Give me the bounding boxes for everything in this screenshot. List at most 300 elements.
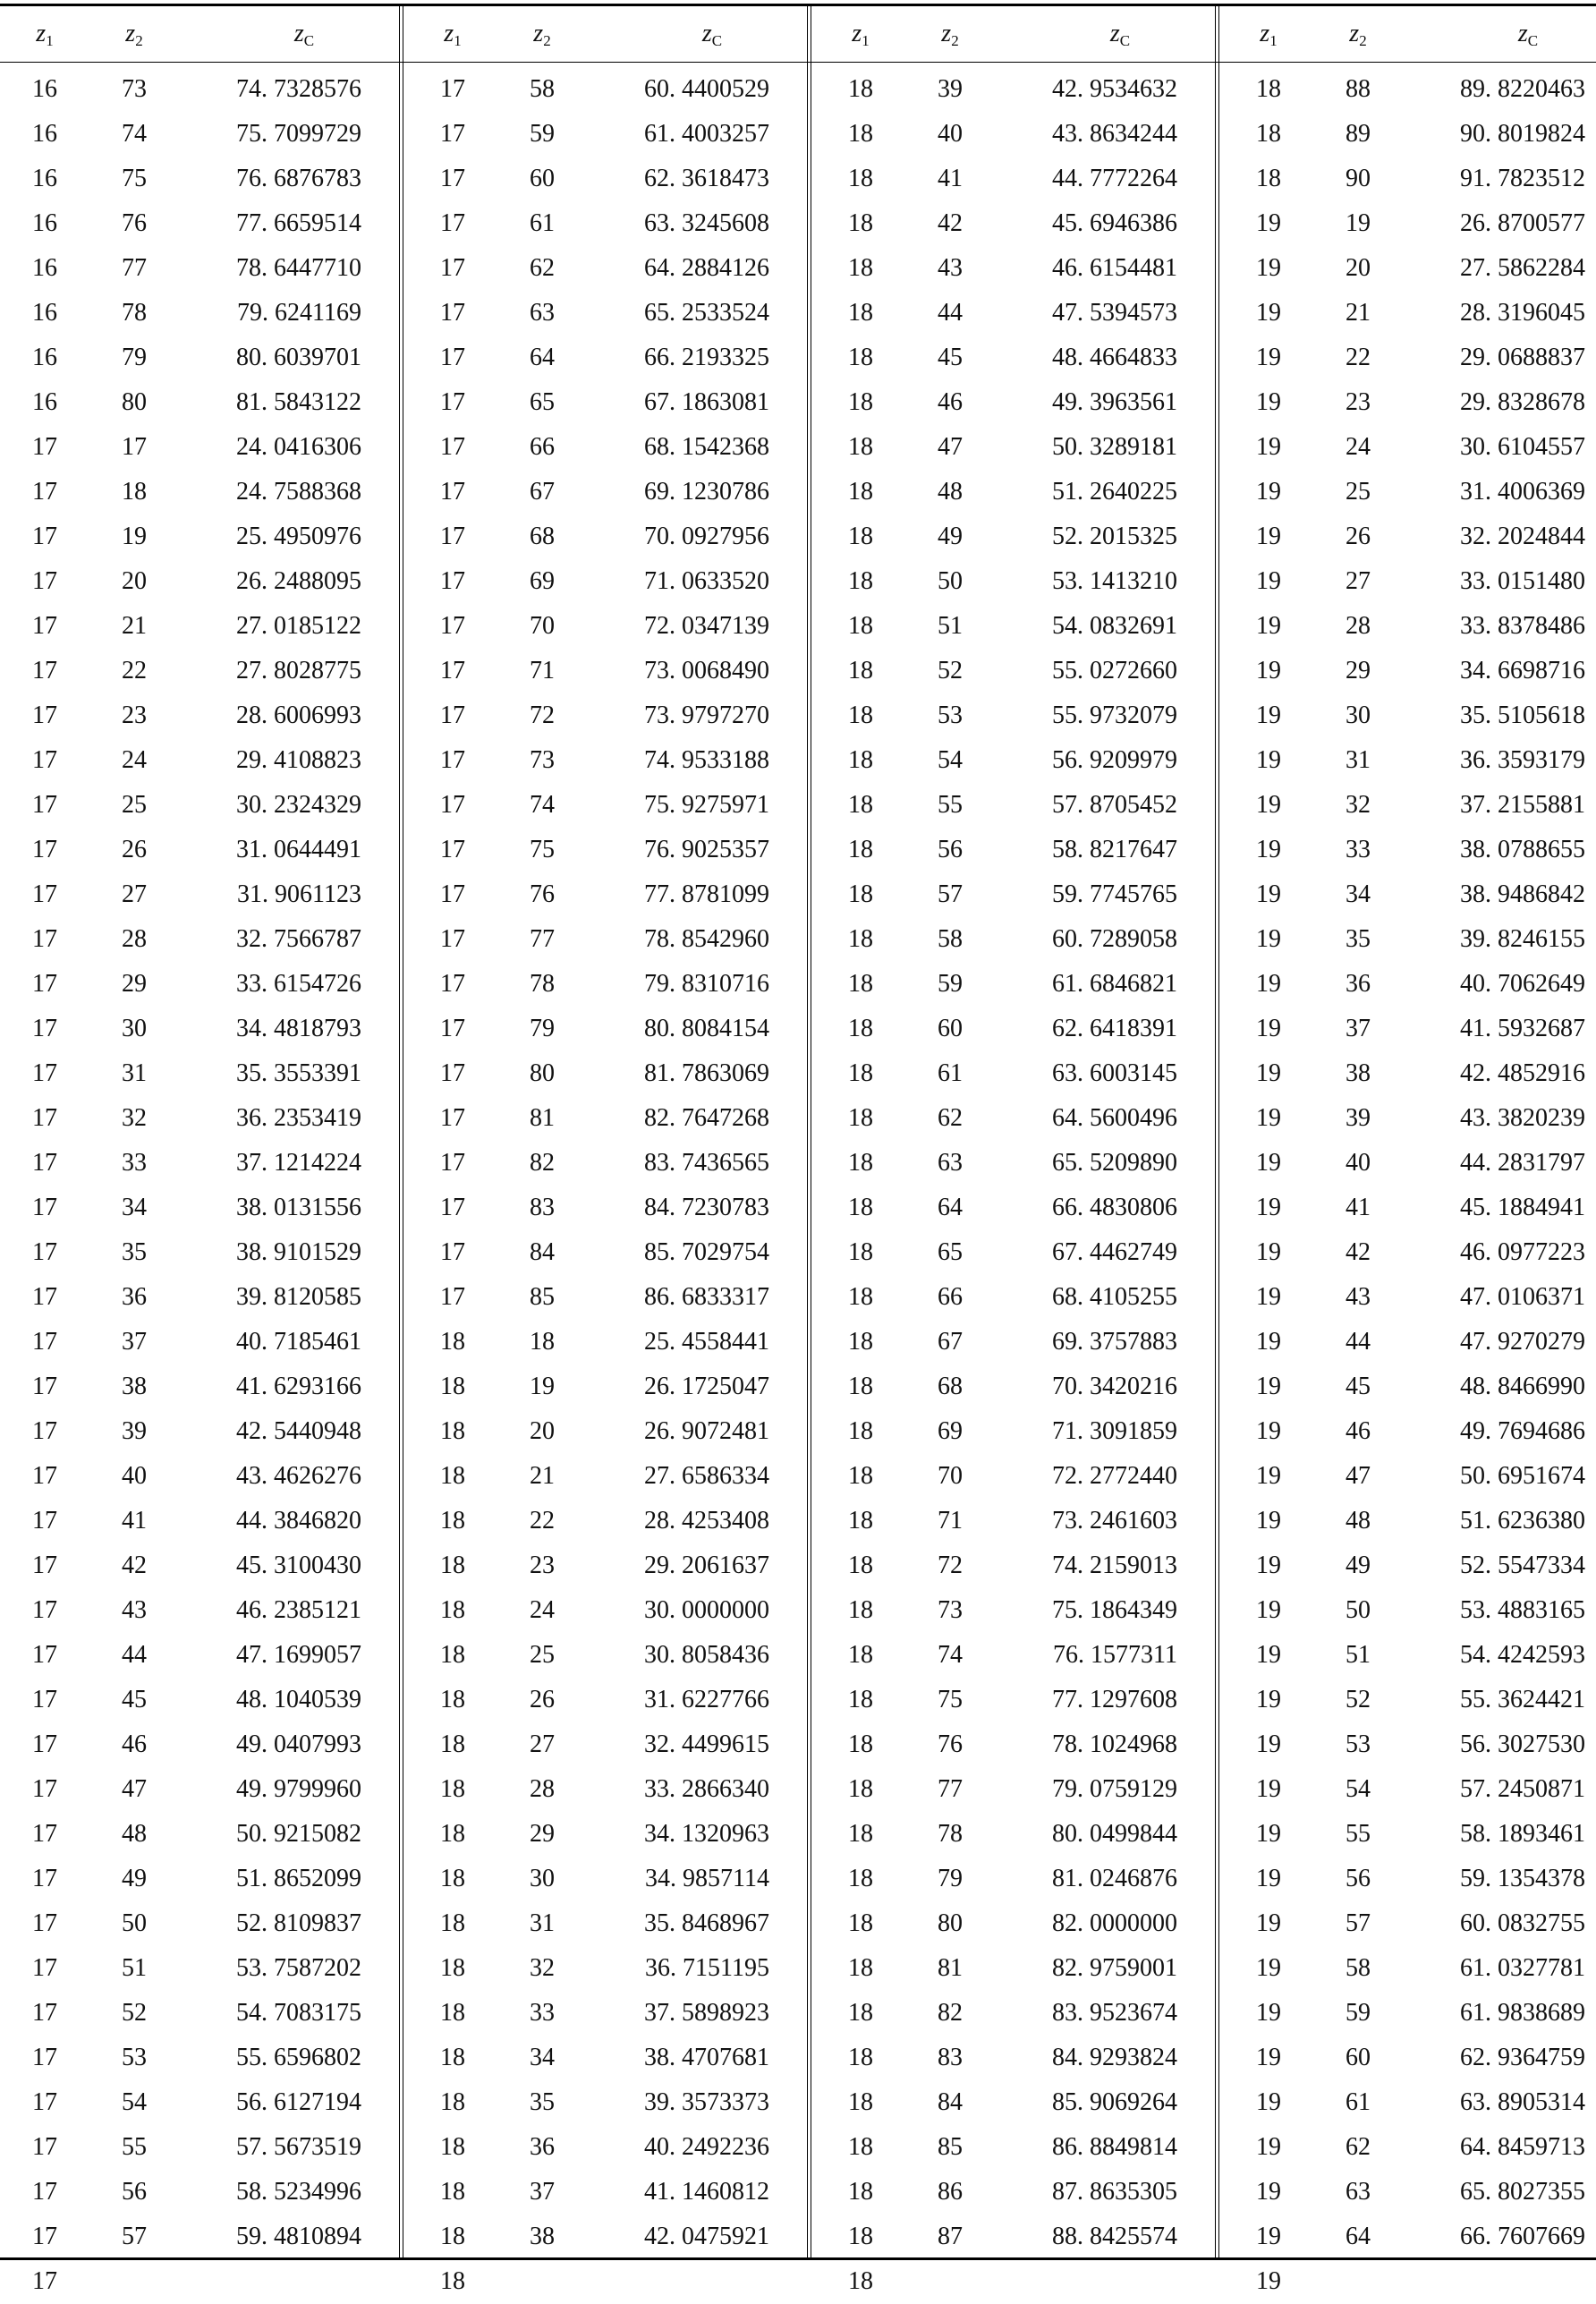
cell-z1: 18 xyxy=(440,1328,465,1356)
cell-z1: 19 xyxy=(1256,1999,1281,2027)
cell-zc: 48. 4664833 xyxy=(1052,344,1177,371)
cell-zc: 27. 5862284 xyxy=(1460,254,1585,282)
cell-z1: 18 xyxy=(1256,120,1281,148)
cell-z2: 80 xyxy=(122,388,147,416)
cell-z1: 18 xyxy=(848,1328,873,1356)
cell-z1: 17 xyxy=(32,880,57,908)
cell-z2: 50 xyxy=(1346,1596,1371,1624)
cell-z1: 18 xyxy=(848,925,873,953)
cell-z1: 19 xyxy=(1256,1507,1281,1535)
cell-zc: 33. 6154726 xyxy=(236,970,361,998)
cell-zc: 64. 8459713 xyxy=(1460,2133,1585,2161)
cell-z2: 77 xyxy=(938,1775,963,1803)
cell-zc: 46. 0977223 xyxy=(1460,1238,1585,1266)
cell-z2: 84 xyxy=(530,1238,555,1266)
cell-zc: 80. 0499844 xyxy=(1052,1820,1177,1848)
cell-zc: 47. 0106371 xyxy=(1460,1283,1585,1311)
cell-z2: 51 xyxy=(1346,1641,1371,1669)
cell-zc: 35. 3553391 xyxy=(236,1059,361,1087)
cell-z1: 19 xyxy=(1256,1552,1281,1579)
cell-z1: 18 xyxy=(848,2223,873,2250)
cell-zc: 76. 6876783 xyxy=(236,165,361,192)
cell-z2: 69 xyxy=(530,567,555,595)
cell-z1: 18 xyxy=(1256,165,1281,192)
cell-z1: 17 xyxy=(32,836,57,863)
cell-zc: 70. 3420216 xyxy=(1052,1373,1177,1400)
cell-zc: 86. 8849814 xyxy=(1052,2133,1177,2161)
cell-z2: 67 xyxy=(938,1328,963,1356)
cell-z2: 74 xyxy=(938,1641,963,1669)
cell-z2: 76 xyxy=(938,1730,963,1758)
cell-z1: 18 xyxy=(440,1373,465,1400)
header-zc: $z_C$ xyxy=(701,20,723,49)
cell-zc: 72. 2772440 xyxy=(1052,1462,1177,1490)
cell-z2: 56 xyxy=(1346,1865,1371,1892)
cell-z2: 44 xyxy=(122,1641,147,1669)
cell-z2: 24 xyxy=(122,746,147,774)
cell-z1: 19 xyxy=(1256,433,1281,461)
cell-zc: 84. 9293824 xyxy=(1052,2044,1177,2071)
cell-z1: 17 xyxy=(32,478,57,506)
cell-zc: 47. 1699057 xyxy=(236,1641,361,1669)
cell-z1: 18 xyxy=(848,567,873,595)
cell-z1: 19 xyxy=(1256,791,1281,819)
cell-z1: 17 xyxy=(32,1462,57,1490)
cell-zc: 49. 3963561 xyxy=(1052,388,1177,416)
cell-z1: 17 xyxy=(32,701,57,729)
cell-zc: 52. 5547334 xyxy=(1460,1552,1585,1579)
cell-z2: 69 xyxy=(938,1417,963,1445)
cell-z2: 75 xyxy=(938,1686,963,1713)
cell-z1: 17 xyxy=(32,2267,57,2295)
cell-z1: 17 xyxy=(440,1194,465,1221)
cell-z2: 27 xyxy=(122,880,147,908)
cell-zc: 89. 8220463 xyxy=(1460,75,1585,103)
cell-z1: 19 xyxy=(1256,836,1281,863)
cell-zc: 87. 8635305 xyxy=(1052,2178,1177,2206)
cell-z1: 19 xyxy=(1256,1686,1281,1713)
cell-z2: 57 xyxy=(122,2223,147,2250)
cell-z2: 28 xyxy=(122,925,147,953)
cell-z1: 19 xyxy=(1256,2044,1281,2071)
cell-z2: 72 xyxy=(530,701,555,729)
cell-z2: 36 xyxy=(530,2133,555,2161)
cell-z2: 52 xyxy=(1346,1686,1371,1713)
cell-z2: 26 xyxy=(1346,523,1371,550)
cell-zc: 24. 7588368 xyxy=(236,478,361,506)
cell-z1: 18 xyxy=(848,1149,873,1177)
cell-z2: 83 xyxy=(530,1194,555,1221)
cell-z1: 17 xyxy=(440,523,465,550)
cell-zc: 40. 7062649 xyxy=(1460,970,1585,998)
cell-zc: 74. 7328576 xyxy=(236,75,361,103)
cell-z1: 16 xyxy=(32,165,57,192)
cell-z1: 17 xyxy=(32,1596,57,1624)
cell-z2: 66 xyxy=(530,433,555,461)
cell-z1: 18 xyxy=(440,1686,465,1713)
cell-z1: 19 xyxy=(1256,388,1281,416)
cell-z1: 19 xyxy=(1256,2133,1281,2161)
cell-z2: 74 xyxy=(122,120,147,148)
cell-zc: 88. 8425574 xyxy=(1052,2223,1177,2250)
cell-z1: 19 xyxy=(1256,1865,1281,1892)
cell-z2: 33 xyxy=(122,1149,147,1177)
cell-zc: 47. 9270279 xyxy=(1460,1328,1585,1356)
cell-zc: 60. 7289058 xyxy=(1052,925,1177,953)
cell-z2: 62 xyxy=(1346,2133,1371,2161)
cell-zc: 45. 3100430 xyxy=(236,1552,361,1579)
cell-z2: 60 xyxy=(938,1015,963,1042)
cell-zc: 26. 8700577 xyxy=(1460,209,1585,237)
cell-z2: 24 xyxy=(530,1596,555,1624)
cell-zc: 38. 0131556 xyxy=(236,1194,361,1221)
cell-z2: 61 xyxy=(530,209,555,237)
cell-z1: 18 xyxy=(848,1507,873,1535)
cell-zc: 40. 7185461 xyxy=(236,1328,361,1356)
cell-zc: 61. 4003257 xyxy=(644,120,769,148)
cell-z2: 28 xyxy=(530,1775,555,1803)
cell-z1: 18 xyxy=(848,701,873,729)
cell-zc: 69. 1230786 xyxy=(644,478,769,506)
cell-zc: 28. 3196045 xyxy=(1460,299,1585,327)
cell-zc: 58. 5234996 xyxy=(236,2178,361,2206)
cell-z2: 32 xyxy=(1346,791,1371,819)
cell-zc: 71. 0633520 xyxy=(644,567,769,595)
cell-z1: 17 xyxy=(32,1730,57,1758)
cell-z1: 18 xyxy=(848,1775,873,1803)
cell-z2: 36 xyxy=(122,1283,147,1311)
cell-z2: 83 xyxy=(938,2044,963,2071)
cell-z1: 19 xyxy=(1256,880,1281,908)
cell-z1: 19 xyxy=(1256,612,1281,640)
cell-z2: 78 xyxy=(122,299,147,327)
cell-z2: 49 xyxy=(122,1865,147,1892)
cell-z1: 17 xyxy=(440,1015,465,1042)
cell-zc: 58. 8217647 xyxy=(1052,836,1177,863)
cell-zc: 42. 9534632 xyxy=(1052,75,1177,103)
cell-zc: 59. 4810894 xyxy=(236,2223,361,2250)
cell-zc: 67. 4462749 xyxy=(1052,1238,1177,1266)
cell-zc: 35. 8468967 xyxy=(644,1909,769,1937)
cell-z1: 18 xyxy=(848,1417,873,1445)
cell-z2: 27 xyxy=(530,1730,555,1758)
cell-z2: 75 xyxy=(530,836,555,863)
cell-z2: 59 xyxy=(530,120,555,148)
cell-zc: 33. 0151480 xyxy=(1460,567,1585,595)
cell-zc: 33. 8378486 xyxy=(1460,612,1585,640)
cell-zc: 48. 1040539 xyxy=(236,1686,361,1713)
cell-z2: 47 xyxy=(122,1775,147,1803)
cell-z2: 22 xyxy=(1346,344,1371,371)
cell-z1: 17 xyxy=(440,746,465,774)
cell-z1: 17 xyxy=(440,1283,465,1311)
cell-z1: 17 xyxy=(32,2133,57,2161)
cell-zc: 81. 5843122 xyxy=(236,388,361,416)
cell-z1: 17 xyxy=(440,433,465,461)
cell-z1: 17 xyxy=(32,1015,57,1042)
cell-zc: 45. 1884941 xyxy=(1460,1194,1585,1221)
cell-z2: 68 xyxy=(530,523,555,550)
header-zc: $z_C$ xyxy=(293,20,315,49)
cell-z1: 19 xyxy=(1256,970,1281,998)
cell-z1: 16 xyxy=(32,388,57,416)
header-z1: $z_1$ xyxy=(852,20,870,49)
cell-z1: 18 xyxy=(848,1909,873,1937)
cell-zc: 44. 3846820 xyxy=(236,1507,361,1535)
cell-z1: 18 xyxy=(440,1596,465,1624)
cell-z2: 20 xyxy=(122,567,147,595)
cell-zc: 29. 0688837 xyxy=(1460,344,1585,371)
cell-z2: 79 xyxy=(122,344,147,371)
cell-zc: 57. 5673519 xyxy=(236,2133,361,2161)
cell-z1: 18 xyxy=(440,1909,465,1937)
cell-z1: 18 xyxy=(848,344,873,371)
cell-z2: 42 xyxy=(1346,1238,1371,1266)
cell-z1: 19 xyxy=(1256,701,1281,729)
cell-z2: 73 xyxy=(530,746,555,774)
cell-z1: 17 xyxy=(32,791,57,819)
cell-zc: 64. 2884126 xyxy=(644,254,769,282)
cell-zc: 82. 9759001 xyxy=(1052,1954,1177,1982)
cell-z2: 82 xyxy=(530,1149,555,1177)
header-z2: $z_2$ xyxy=(1349,20,1367,49)
cell-z1: 17 xyxy=(440,254,465,282)
cell-z2: 30 xyxy=(122,1015,147,1042)
cell-z1: 17 xyxy=(32,433,57,461)
cell-z2: 25 xyxy=(530,1641,555,1669)
cell-zc: 90. 8019824 xyxy=(1460,120,1585,148)
cell-z2: 65 xyxy=(938,1238,963,1266)
cell-z2: 81 xyxy=(530,1104,555,1132)
cell-zc: 91. 7823512 xyxy=(1460,165,1585,192)
cell-zc: 43. 8634244 xyxy=(1052,120,1177,148)
cell-z2: 60 xyxy=(1346,2044,1371,2071)
cell-zc: 42. 0475921 xyxy=(644,2223,769,2250)
cell-z1: 17 xyxy=(32,567,57,595)
cell-z2: 19 xyxy=(122,523,147,550)
cell-z2: 35 xyxy=(122,1238,147,1266)
cell-z2: 58 xyxy=(1346,1954,1371,1982)
cell-z1: 18 xyxy=(848,1238,873,1266)
cell-z1: 17 xyxy=(32,1328,57,1356)
cell-z2: 79 xyxy=(938,1865,963,1892)
cell-z1: 17 xyxy=(32,1954,57,1982)
cell-zc: 51. 6236380 xyxy=(1460,1507,1585,1535)
cell-z1: 19 xyxy=(1256,2178,1281,2206)
cell-z2: 85 xyxy=(938,2133,963,2161)
cell-zc: 79. 8310716 xyxy=(644,970,769,998)
cell-zc: 68. 1542368 xyxy=(644,433,769,461)
cell-z2: 45 xyxy=(1346,1373,1371,1400)
cell-zc: 63. 6003145 xyxy=(1052,1059,1177,1087)
cell-zc: 50. 6951674 xyxy=(1460,1462,1585,1490)
cell-zc: 46. 6154481 xyxy=(1052,254,1177,282)
cell-z2: 59 xyxy=(938,970,963,998)
cell-z2: 55 xyxy=(1346,1820,1371,1848)
cell-z2: 63 xyxy=(938,1149,963,1177)
cell-z2: 31 xyxy=(530,1909,555,1937)
cell-z1: 18 xyxy=(848,1462,873,1490)
cell-z1: 16 xyxy=(32,75,57,103)
cell-z1: 19 xyxy=(1256,746,1281,774)
cell-z2: 71 xyxy=(530,657,555,684)
cell-z1: 18 xyxy=(848,1015,873,1042)
cell-zc: 82. 0000000 xyxy=(1052,1909,1177,1937)
cell-z1: 18 xyxy=(440,1954,465,1982)
cell-zc: 56. 6127194 xyxy=(236,2088,361,2116)
cell-z2: 18 xyxy=(122,478,147,506)
cell-zc: 68. 4105255 xyxy=(1052,1283,1177,1311)
cell-z1: 18 xyxy=(848,2133,873,2161)
cell-z2: 73 xyxy=(938,1596,963,1624)
cell-z2: 68 xyxy=(938,1373,963,1400)
cell-z1: 17 xyxy=(440,791,465,819)
cell-z2: 90 xyxy=(1346,165,1371,192)
cell-z2: 43 xyxy=(122,1596,147,1624)
cell-z1: 18 xyxy=(440,1820,465,1848)
cell-zc: 63. 3245608 xyxy=(644,209,769,237)
cell-z2: 70 xyxy=(530,612,555,640)
cell-zc: 26. 9072481 xyxy=(644,1417,769,1445)
cell-z1: 19 xyxy=(1256,209,1281,237)
cell-z2: 85 xyxy=(530,1283,555,1311)
cell-zc: 25. 4558441 xyxy=(644,1328,769,1356)
cell-z2: 61 xyxy=(938,1059,963,1087)
cell-z1: 19 xyxy=(1256,1238,1281,1266)
cell-z1: 18 xyxy=(848,657,873,684)
cell-z1: 17 xyxy=(32,925,57,953)
cell-zc: 73. 2461603 xyxy=(1052,1507,1177,1535)
cell-zc: 54. 4242593 xyxy=(1460,1641,1585,1669)
cell-z1: 18 xyxy=(848,1373,873,1400)
cell-z1: 17 xyxy=(32,2088,57,2116)
cell-z2: 66 xyxy=(938,1283,963,1311)
cell-zc: 45. 6946386 xyxy=(1052,209,1177,237)
cell-zc: 40. 2492236 xyxy=(644,2133,769,2161)
cell-z1: 18 xyxy=(848,2267,873,2295)
cell-z1: 18 xyxy=(848,2178,873,2206)
cell-z2: 20 xyxy=(530,1417,555,1445)
header-z2: $z_2$ xyxy=(941,20,959,49)
cell-zc: 39. 3573373 xyxy=(644,2088,769,2116)
cell-z2: 58 xyxy=(530,75,555,103)
cell-z1: 18 xyxy=(848,254,873,282)
cell-z1: 17 xyxy=(32,1194,57,1221)
cell-z2: 88 xyxy=(1346,75,1371,103)
cell-z2: 49 xyxy=(938,523,963,550)
cell-z2: 87 xyxy=(938,2223,963,2250)
cell-zc: 79. 0759129 xyxy=(1052,1775,1177,1803)
cell-z1: 19 xyxy=(1256,2267,1281,2295)
cell-z2: 62 xyxy=(938,1104,963,1132)
cell-zc: 41. 5932687 xyxy=(1460,1015,1585,1042)
cell-zc: 61. 0327781 xyxy=(1460,1954,1585,1982)
cell-zc: 76. 9025357 xyxy=(644,836,769,863)
cell-z2: 54 xyxy=(938,746,963,774)
cell-z2: 81 xyxy=(938,1954,963,1982)
cell-zc: 36. 7151195 xyxy=(645,1954,769,1982)
cell-zc: 25. 4950976 xyxy=(236,523,361,550)
cell-z1: 19 xyxy=(1256,1328,1281,1356)
cell-zc: 55. 0272660 xyxy=(1052,657,1177,684)
cell-z1: 18 xyxy=(848,970,873,998)
cell-z1: 19 xyxy=(1256,1015,1281,1042)
cell-z2: 56 xyxy=(938,836,963,863)
header-z1: $z_1$ xyxy=(444,20,462,49)
cell-z2: 57 xyxy=(1346,1909,1371,1937)
cell-zc: 36. 3593179 xyxy=(1460,746,1585,774)
cell-z2: 23 xyxy=(530,1552,555,1579)
column-group-divider-2 xyxy=(807,6,811,2257)
cell-z2: 35 xyxy=(530,2088,555,2116)
cell-z2: 65 xyxy=(530,388,555,416)
cell-z1: 18 xyxy=(848,165,873,192)
cell-z1: 18 xyxy=(848,478,873,506)
cell-z1: 19 xyxy=(1256,567,1281,595)
cell-z2: 22 xyxy=(530,1507,555,1535)
header-z1: $z_1$ xyxy=(1260,20,1278,49)
cell-z2: 26 xyxy=(530,1686,555,1713)
cell-z1: 17 xyxy=(440,657,465,684)
cell-zc: 42. 5440948 xyxy=(236,1417,361,1445)
cell-z1: 17 xyxy=(440,836,465,863)
cell-z1: 16 xyxy=(32,254,57,282)
cell-zc: 28. 4253408 xyxy=(644,1507,769,1535)
cell-zc: 44. 7772264 xyxy=(1052,165,1177,192)
cell-zc: 31. 6227766 xyxy=(644,1686,769,1713)
cell-zc: 34. 4818793 xyxy=(236,1015,361,1042)
cell-z1: 18 xyxy=(848,388,873,416)
cell-z1: 17 xyxy=(32,2178,57,2206)
cell-zc: 69. 3757883 xyxy=(1052,1328,1177,1356)
data-table xyxy=(0,4,1596,2295)
cell-z1: 17 xyxy=(32,1417,57,1445)
cell-z2: 64 xyxy=(938,1194,963,1221)
cell-z2: 35 xyxy=(1346,925,1371,953)
cell-zc: 31. 4006369 xyxy=(1460,478,1585,506)
cell-z1: 18 xyxy=(848,1999,873,2027)
cell-z1: 17 xyxy=(32,970,57,998)
cell-z1: 17 xyxy=(440,478,465,506)
cell-z1: 18 xyxy=(440,2044,465,2071)
cell-z2: 41 xyxy=(938,165,963,192)
cell-z1: 18 xyxy=(848,1954,873,1982)
cell-zc: 81. 7863069 xyxy=(644,1059,769,1087)
cell-z2: 47 xyxy=(938,433,963,461)
cell-z1: 18 xyxy=(440,2088,465,2116)
cell-z1: 18 xyxy=(848,746,873,774)
cell-zc: 41. 6293166 xyxy=(236,1373,361,1400)
cell-zc: 74. 2159013 xyxy=(1052,1552,1177,1579)
cell-zc: 52. 8109837 xyxy=(236,1909,361,1937)
cell-zc: 30. 0000000 xyxy=(644,1596,769,1624)
cell-zc: 60. 0832755 xyxy=(1460,1909,1585,1937)
cell-z2: 40 xyxy=(1346,1149,1371,1177)
cell-zc: 44. 2831797 xyxy=(1460,1149,1585,1177)
cell-z2: 19 xyxy=(530,1373,555,1400)
cell-z1: 18 xyxy=(440,2223,465,2250)
cell-z1: 17 xyxy=(32,1865,57,1892)
cell-zc: 37. 5898923 xyxy=(644,1999,769,2027)
cell-z1: 19 xyxy=(1256,1462,1281,1490)
cell-zc: 38. 9101529 xyxy=(236,1238,361,1266)
cell-z1: 19 xyxy=(1256,1909,1281,1937)
cell-zc: 34. 1320963 xyxy=(644,1820,769,1848)
cell-zc: 77. 8781099 xyxy=(644,880,769,908)
cell-zc: 30. 2324329 xyxy=(236,791,361,819)
cell-z2: 32 xyxy=(122,1104,147,1132)
cell-z1: 18 xyxy=(440,2178,465,2206)
